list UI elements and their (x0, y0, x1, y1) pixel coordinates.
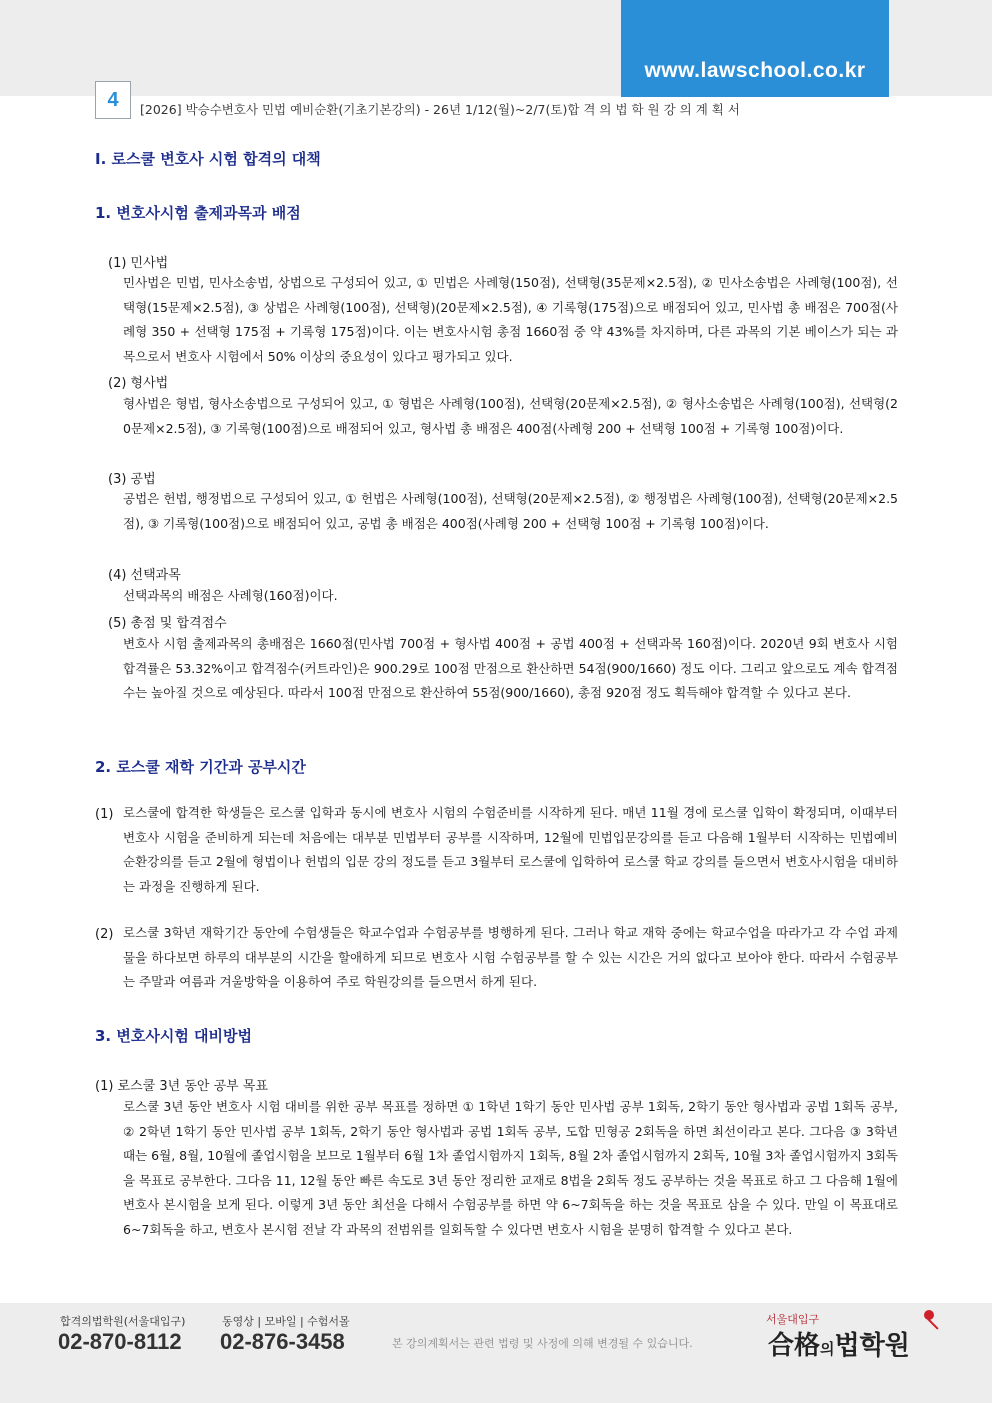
paragraph: 변호사 시험 출제과목의 총배점은 1660점(민사법 700점 + 형사법 400점 + 공법 400점 + 선택과목 160점)이다. 2020년 9회 변호사 시험 합격률은 53.32%이고 합격점수(커트라인)은 900.29로 100점 만점으로 환산하면 54점(900/1660) 정도 이다. 그리고 앞으로도 계속 합격점수는 높아질 것으로 예상된다. 따라서 100점 만점으로 환산하여 55점(900/1660), 총점 920점 정도 획득해야 합격할 수 있다고 본다. (123, 636, 898, 700)
item-label: (2) (95, 927, 114, 942)
section-title: Ⅰ. 로스쿨 변호사 시험 합격의 대책 (95, 150, 321, 168)
item-label: (1) 로스쿨 3년 동안 공부 목표 (95, 1079, 268, 1094)
paragraph: 로스쿨 3년 동안 변호사 시험 대비를 위한 공부 목표를 정하면 ① 1학년 1학기 동안 민사법 공부 1회독, 2학기 동안 형사법과 공법 1회독 공부, ② 2학년 1학기 동안 민사법 공부 1회독, 2학기 동안 형사법과 공법 1회독 공부, 도합 민형공 2회독을 하면 최선이라고 본다. 그다음 ③ 3학년때는 6월, 8월, 10월에 졸업시험을 보므로 1월부터 6월 1차 졸업시험까지 1회독, 8월 2차 졸업시험까지 2회독, 10월 3차 졸업시험까지 3회독을 목표로 공부한다. 그다음 11, 12월 동안 빠른 속도로 3년 동안 정리한 교재로 8법을 2회독 정도 공부하는 것을 목표로 하고 그 다음해 1월에 변호사 본시험을 보게 된다. 이렇게 3년 동안 최선을 다해서 수험공부를 하면 약 6~7회독을 하는 것을 목표로 삼을 수 있다. 만일 이 목표대로 6~7회독을 하고, 변호사 본시험 전날 각 과목의 전범위를 일회독할 수 있다면 변호사 시험을 분명히 합격할 수 있다고 본다. (123, 1099, 898, 1237)
item-label: (1) (95, 807, 114, 822)
heading-study-period: 2. 로스쿨 재학 기간과 공부시간 (95, 758, 306, 776)
logo-part-a: 合格 (768, 1331, 821, 1361)
paragraph: 로스쿨에 합격한 학생들은 로스쿨 입학과 동시에 변호사 시험의 수험준비를 시작하게 된다. 매년 11월 경에 로스쿨 입학이 확정되며, 이때부터 변호사 시험을 준비하게 되는데 처음에는 대부분 민법부터 공부를 시작하며, 12월에 민법입문강의를 듣고 다음해 1월부터 시작하는 민법예비순환강의를 듣고 2월에 형법이나 헌법의 입문 강의 정도를 듣고 3월부터 로스쿨에 입학하여 로스쿨 학교 강의를 들으면서 변호사시험을 대비하는 과정을 진행하게 된다. (123, 805, 898, 894)
paragraph: 공법은 헌법, 행정법으로 구성되어 있고, ① 헌법은 사례형(100점), 선택형(20문제×2.5점), ② 행정법은 사례형(100점), 선택형(20문제×2.5점), ③ 기록형(100점)으로 배점되어 있고, 공법 총 배점은 400점(사례형 200 + 선택형 100점 + 기록형 100점)이다. (123, 491, 898, 531)
footer-caption-online: 동영상 | 모바일 | 수험서몰 (222, 1315, 350, 1328)
item-label: (5) 총점 및 합격점수 (108, 616, 227, 631)
footer-notice: 본 강의계획서는 관련 법령 및 사정에 의해 변경될 수 있습니다. (392, 1337, 693, 1350)
logo-location: 서울대입구 (766, 1313, 820, 1326)
paragraph: 선택과목의 배점은 사례형(160점)이다. (123, 588, 338, 603)
logo-part-b: 의 (820, 1340, 835, 1358)
paragraph: 민사법은 민법, 민사소송법, 상법으로 구성되어 있고, ① 민법은 사례형(150점), 선택형(35문제×2.5점), ② 민사소송법은 사례형(100점), 선택형(15문제×2.5점), ③ 상법은 사례형(100점), 선택형)(20문제×2.5점), ④ 기록형(175점)으로 배점되어 있고, 민사법 총 배점은 700점(사례형 350 + 선택형 175점 + 기록형 175점)이다. 이는 변호사시험 총점 1660점 중 약 43%를 차지하며, 다른 과목의 기본 베이스가 되는 과목으로서 변호사 시험에서 50% 이상의 중요성이 있다고 평가되고 있다. (123, 275, 898, 364)
heading-exam-strategy: 3. 변호사시험 대비방법 (95, 1027, 252, 1045)
footer-phone-online[interactable]: 02-876-3458 (220, 1329, 345, 1354)
paragraph: 로스쿨 3학년 재학기간 동안에 수험생들은 학교수업과 수험공부를 병행하게 된다. 그러나 학교 재학 중에는 학교수업을 따라가고 각 수업 과제물을 하다보면 하루의 대부분의 시간을 할애하게 되므로 변호사 시험 수험공부를 할 수 있는 시간은 거의 없다고 보아야 한다. 따라서 수험공부는 주말과 여름과 겨울방학을 이용하여 주로 학원강의를 들으면서 하게 된다. (123, 925, 898, 989)
item-label: (2) 형사법 (108, 376, 169, 391)
logo-part-c: 법학원 (834, 1331, 910, 1361)
footer-phone-academy[interactable]: 02-870-8112 (58, 1329, 182, 1354)
running-head: [2026] 박승수변호사 민법 예비순환(기초기본강의) - 26년 1/12(월)~2/7(토)합 격 의 법 학 원 강 의 계 획 서 (140, 102, 740, 117)
academy-logo[interactable] (768, 1325, 910, 1362)
page-number: 4 (95, 81, 131, 119)
footer-caption-academy: 합격의법학원(서울대입구) (60, 1315, 186, 1328)
item-label: (4) 선택과목 (108, 568, 181, 583)
heading-exam-subjects: 1. 변호사시험 출제과목과 배점 (95, 204, 301, 222)
site-url[interactable] (621, 0, 889, 97)
item-label: (1) 민사법 (108, 256, 169, 271)
site-url-text[interactable]: www.lawschool.co.kr (644, 59, 866, 82)
item-label: (3) 공법 (108, 472, 156, 487)
paragraph: 형사법은 형법, 형사소송법으로 구성되어 있고, ① 형법은 사례형(100점), 선택형(20문제×2.5점), ② 형사소송법은 사례형(100점), 선택형(20문제×2.5점), ③ 기록형(100점)으로 배점되어 있고, 형사법 총 배점은 400점(사례형 200 + 선택형 100점 + 기록형 100점)이다. (123, 396, 898, 436)
